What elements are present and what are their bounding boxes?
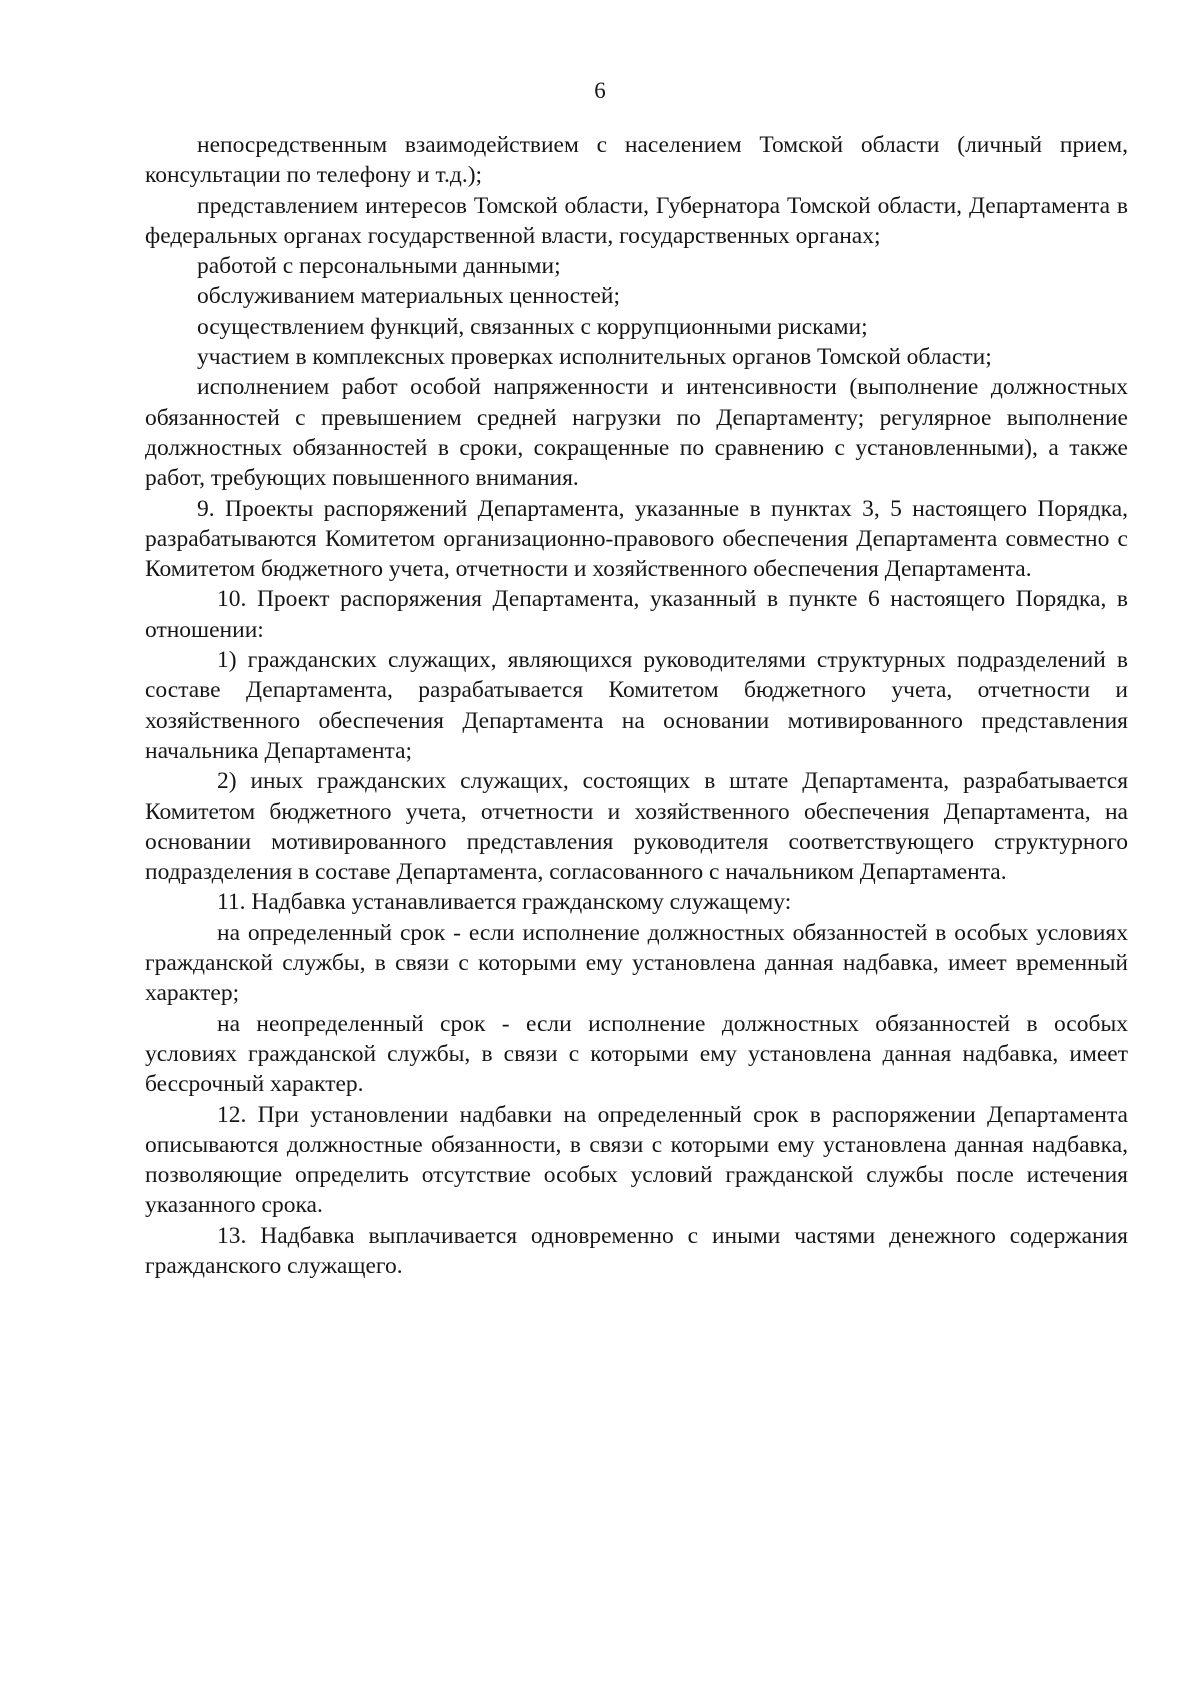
page-number: 6 [594,78,606,103]
paragraph-personal-reception: непосредственным взаимодействием с населением Томской области (личный прием, консультации по телефону и т.д.); [145,132,1128,189]
paragraph-clause-9: 9. Проекты распоряжений Департамента, указанные в пунктах 3, 5 настоящего Порядка, разрабатываются Комитетом организационно-правового обеспечения Департамента совместно с Комитетом бюджетного учета, отчетности и хозяйственного обеспечения Департамента. [145,495,1128,583]
paragraph-clause-10-item-2: 2) иных гражданских служащих, состоящих в штате Департамента, разрабатывается Комитетом бюджетного учета, отчетности и хозяйственного обеспечения Департамента, на основании мотивированного представления руководителя соответствующего структурного подразделения в составе Департамента, согласованного с начальником Департамента. [145,768,1128,886]
paragraph-clause-11-indefinite-term: на неопределенный срок - если исполнение должностных обязанностей в особых условиях гражданской службы, в связи с которыми ему установлена данная надбавка, имеет бессрочный характер. [145,1010,1128,1098]
paragraph-corruption-risks: осуществлением функций, связанных с коррупционными рисками; [197,313,868,340]
paragraph-material-values: обслуживанием материальных ценностей; [197,283,621,310]
document-body [145,130,1128,1281]
paragraph-special-intensity: исполнением работ особой напряженности и интенсивности (выполнение должностных обязанностей с превышением средней нагрузки по Департаменту; регулярное выполнение должностных обязанностей в сроки, сокращенные по сравнению с установленными), а также работ, требующих повышенного внимания. [145,374,1128,492]
paragraph-clause-10: 10. Проект распоряжения Департамента, указанный в пункте 6 настоящего Порядка, в отношении: [145,586,1128,643]
paragraph-clause-10-item-1: 1) гражданских служащих, являющихся руководителями структурных подразделений в составе Департамента, разрабатывается Комитетом бюджетного учета, отчетности и хозяйственного обеспечения Департамента на основании мотивированного представления начальника Департамента; [145,647,1128,764]
paragraph-clause-13: 13. Надбавка выплачивается одновременно с иными частями денежного содержания гражданского служащего. [145,1222,1128,1279]
paragraph-clause-12: 12. При установлении надбавки на определенный срок в распоряжении Департамента описываются должностные обязанности, в связи с которыми ему установлена данная надбавка, позволяющие определить отсутствие особых условий гражданской службы после истечения указанного срока. [145,1101,1128,1219]
paragraph-personal-data: работой с персональными данными; [197,253,561,280]
paragraph-inspections: участием в комплексных проверках исполнительных органов Томской области; [197,344,992,371]
paragraph-clause-11: 11. Надбавка устанавливается гражданскому служащему: [217,889,792,916]
paragraph-clause-11-fixed-term: на определенный срок - если исполнение должностных обязанностей в особых условиях гражданской службы, в связи с которыми ему установлена данная надбавка, имеет временный характер; [145,919,1128,1007]
paragraph-representation: представлением интересов Томской области, Губернатора Томской области, Департамента в федеральных органах государственной власти, государственных органах; [145,192,1128,249]
